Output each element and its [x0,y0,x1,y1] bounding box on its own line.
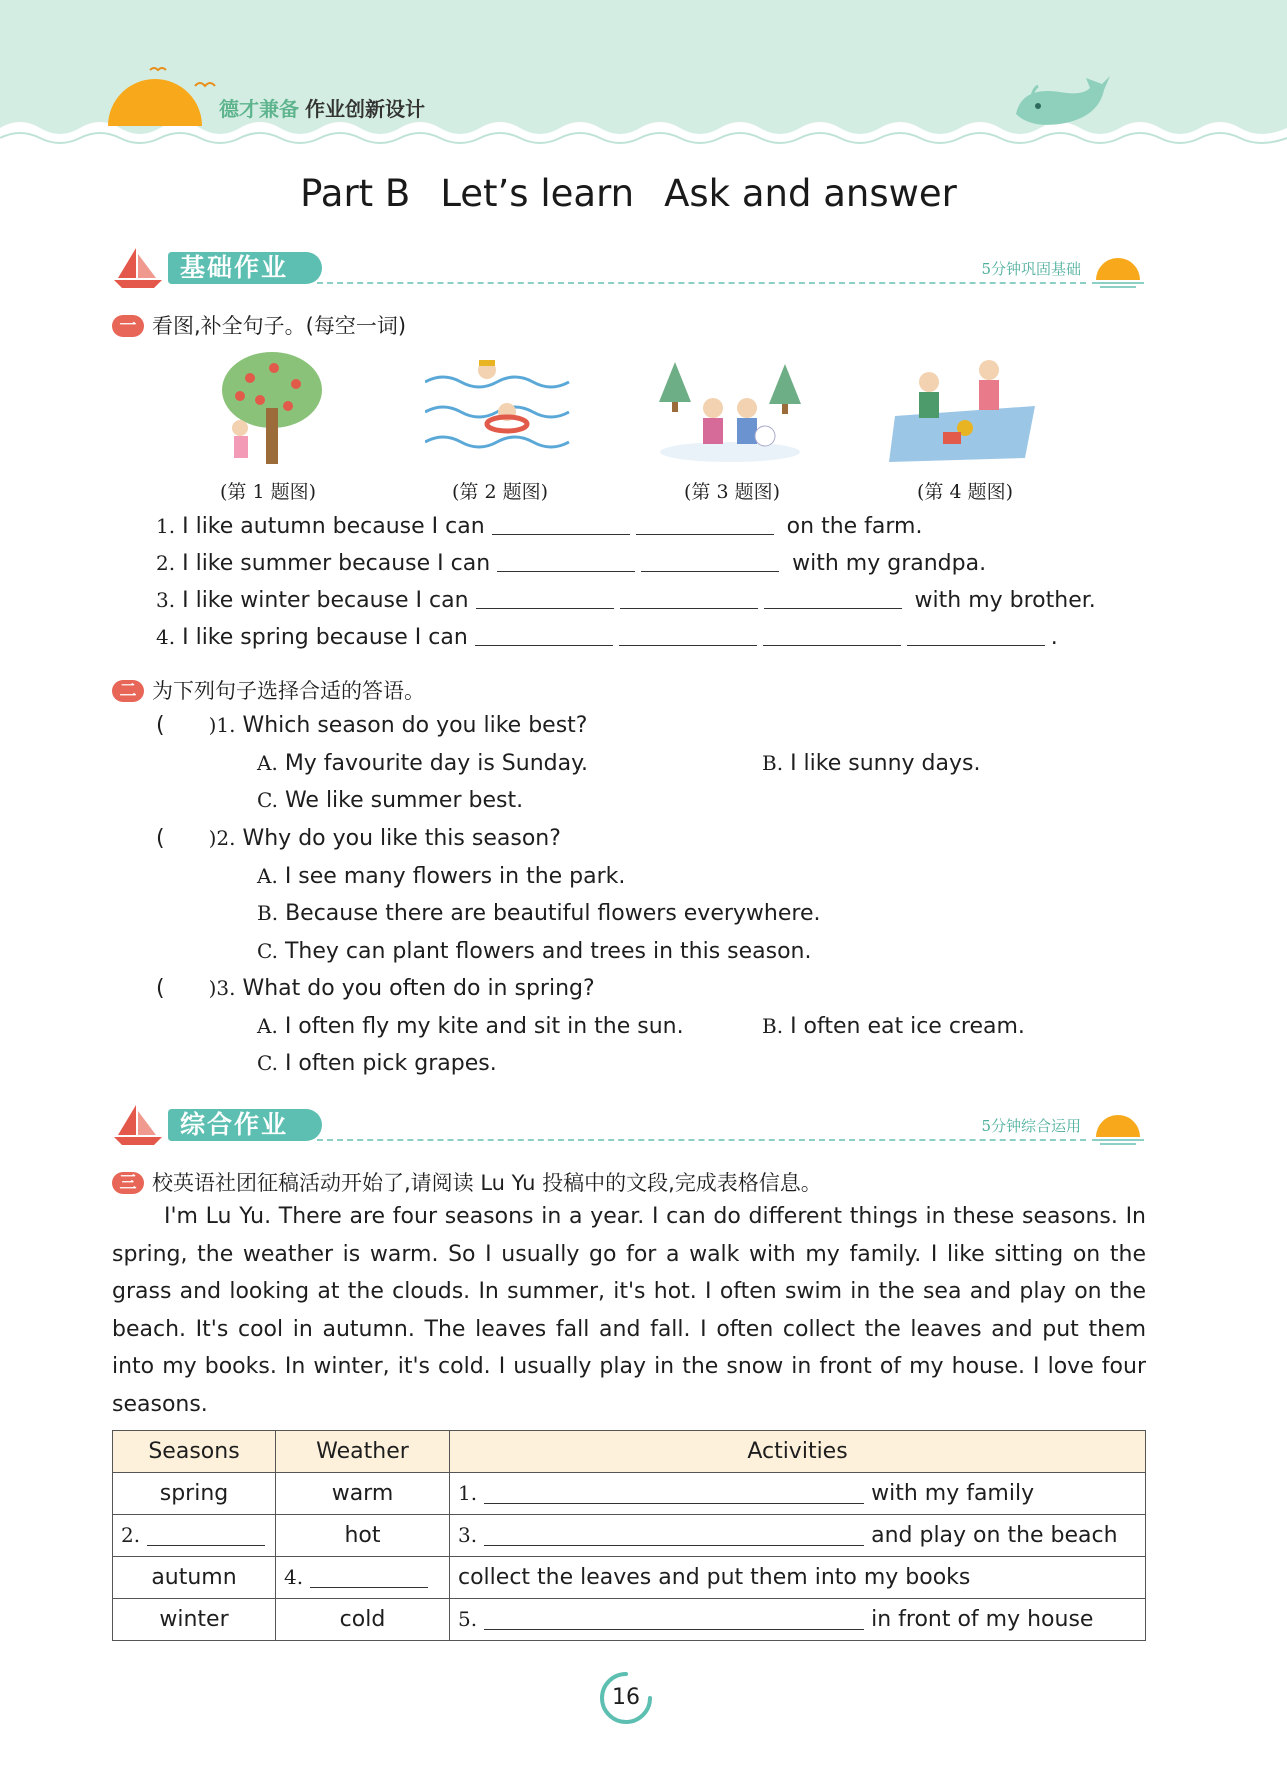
answer-blank[interactable] [310,1565,428,1588]
fill-item-3 [156,588,1096,613]
cell-weather: 4. [276,1557,450,1599]
item-tail: on the farm. [786,514,923,539]
item-text: I like spring because I can [182,625,468,650]
item-text: I like summer because I can [182,551,491,576]
option-1a[interactable]: A. My favourite day is Sunday. [257,751,588,776]
question-number: )1. [208,713,236,737]
option-1b[interactable]: B. I like sunny days. [762,751,981,776]
brand-dark: 作业创新设计 [305,97,425,121]
caption-3: (第 3 题图) [684,481,780,503]
brand-green: 德才兼备 [219,97,299,121]
fill-item-1 [156,514,922,539]
basic-divider [317,282,1086,284]
header-activities: Activities [450,1431,1146,1473]
fill-item-4 [156,625,1058,650]
cell-season: autumn [113,1557,276,1599]
comprehensive-tag: 综合作业 [168,1109,322,1141]
sunset-icon [1090,256,1146,290]
cell-weather: cold [276,1599,450,1641]
sunset-icon [1090,1113,1146,1147]
header-weather: Weather [276,1431,450,1473]
table-header-row [113,1431,1146,1473]
section3-text: 校英语社团征稿活动开始了,请阅读 Lu Yu 投稿中的文段,完成表格信息。 [152,1171,822,1195]
passage-text: I'm Lu Yu. There are four seasons in a year. I can do different things in these seasons. In spring, the weather is warm. So I usually go for a walk with my family. I like sitting on the grass and looking at the clouds. In summer, it's hot. I often swim in the sea and play on the beach. It's cool in autumn. The leaves fall and fall. I often collect the leaves and put them into my books. In winter, it's cold. I usually play in the snow in front of my house. I love four seasons. [112,1204,1146,1417]
section1-text: 看图,补全句子。(每空一词) [152,314,407,338]
option-3b[interactable]: B. I often eat ice cream. [762,1014,1025,1039]
basic-time: 5分钟巩固基础 [981,260,1081,278]
option-3a[interactable]: A. I often fly my kite and sit in the sun. [257,1014,684,1039]
section2-instruction [112,675,425,705]
page-number: 16 [612,1685,640,1710]
answer-blank[interactable] [484,1481,864,1504]
table-row [113,1557,1146,1599]
page-title [0,172,1257,215]
swimming-picture [425,352,570,452]
option-2b[interactable]: B. Because there are beautiful flowers everywhere. [257,901,821,926]
item-tail: with my grandpa. [792,551,987,576]
sailboat-icon [112,246,164,290]
caption-2: (第 2 题图) [452,481,548,503]
answer-blank[interactable] [764,588,902,609]
answer-blank[interactable] [476,588,614,609]
answer-blank[interactable] [620,588,758,609]
cell-season: 2. [113,1515,276,1557]
answer-blank[interactable] [636,514,774,535]
sun-logo-icon [100,62,210,132]
item-number: 4. [156,625,176,649]
item-tail: with my brother. [914,588,1096,613]
item-text: I like winter because I can [182,588,469,613]
apple-tree-picture [210,348,330,466]
section1-instruction [112,310,406,340]
bird-icon [194,78,216,92]
answer-blank[interactable] [907,625,1045,646]
answer-blank[interactable] [492,514,630,535]
title-part: Part B [300,172,411,215]
cell-activity: 1. with my family [450,1473,1146,1515]
item-text: I like autumn because I can [182,514,485,539]
question-number: )2. [208,826,236,850]
table-row [113,1473,1146,1515]
reading-passage [112,1198,1146,1423]
answer-paren-3[interactable]: ( )3. What do you often do in spring? [156,976,595,1001]
comprehensive-divider [317,1139,1086,1141]
option-1c[interactable]: C. We like summer best. [257,788,524,813]
cell-activity: 3. and play on the beach [450,1515,1146,1557]
answer-blank[interactable] [475,625,613,646]
caption-1: (第 1 题图) [220,481,316,503]
answer-blank[interactable] [763,625,901,646]
section3-badge: 三 [112,1172,144,1194]
section2-text: 为下列句子选择合适的答语。 [152,679,425,703]
item-number: 3. [156,588,176,612]
question-text: What do you often do in spring? [242,976,595,1001]
cell-weather: warm [276,1473,450,1515]
answer-blank[interactable] [147,1523,265,1546]
comprehensive-banner [112,1103,1146,1147]
answer-blank[interactable] [619,625,757,646]
sailboat-icon [112,1103,164,1147]
title-lesson: Let’s learn [440,172,635,215]
section3-instruction [112,1167,822,1197]
header-seasons: Seasons [113,1431,276,1473]
title-topic: Ask and answer [664,172,957,215]
answer-blank[interactable] [484,1523,864,1546]
brand [219,93,425,122]
section2-badge: 二 [112,680,144,702]
answer-paren-1[interactable]: ( )1. Which season do you like best? [156,713,588,738]
cell-season: spring [113,1473,276,1515]
table-row [113,1599,1146,1641]
item-number: 1. [156,514,176,538]
cell-season: winter [113,1599,276,1641]
snow-play-picture [655,352,805,464]
section1-badge: 一 [112,315,144,337]
cell-weather: hot [276,1515,450,1557]
basic-banner [112,246,1146,290]
cell-activity: 5. in front of my house [450,1599,1146,1641]
option-3c[interactable]: C. I often pick grapes. [257,1051,497,1076]
comprehensive-time: 5分钟综合运用 [981,1117,1081,1135]
basic-tag: 基础作业 [168,252,322,284]
answer-blank[interactable] [484,1607,864,1630]
info-table [112,1430,1146,1641]
question-text: Which season do you like best? [242,713,588,738]
item-number: 2. [156,551,176,575]
whale-icon [1012,74,1112,132]
fill-item-2 [156,551,986,576]
picnic-picture [885,352,1045,464]
cell-activity: collect the leaves and put them into my books [450,1557,1146,1599]
table-row [113,1515,1146,1557]
item-tail: . [1050,625,1058,650]
option-2c[interactable]: C. They can plant flowers and trees in this season. [257,939,812,964]
question-number: )3. [208,976,236,1000]
question-text: Why do you like this season? [242,826,561,851]
answer-paren-2[interactable]: ( )2. Why do you like this season? [156,826,561,851]
answer-blank[interactable] [641,551,779,572]
caption-4: (第 4 题图) [917,481,1013,503]
option-2a[interactable]: A. I see many flowers in the park. [257,864,626,889]
answer-blank[interactable] [497,551,635,572]
